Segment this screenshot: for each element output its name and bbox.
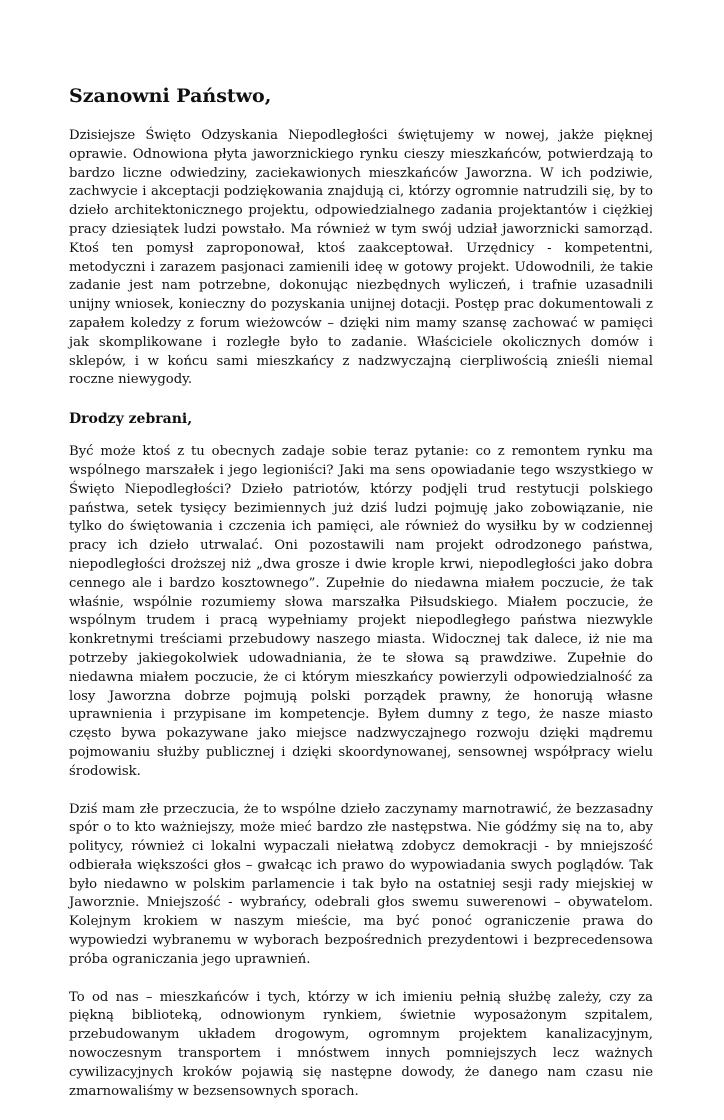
paragraph-2: Być może ktoś z tu obecnych zadaje sobie teraz pytanie: co z remontem rynku ma wspólnego marszałek i jego legioniści? Jaki ma sens opowiadanie tego wszystkiego w Święto Niepodległości? Dzieło patriotów, którzy podjęli trud restytucji polskiego państwa, setek tysięcy bezimiennych już dziś ludzi pojmuję jako zobowiązanie, nie tylko do świętowania i czczenia ich pamięci, ale również do wysiłku by w codziennej pracy ich dzieło utrwalać. Oni pozostawili nam projekt odrodzonego państwa, niepodległości droższej niż „dwa grosze i dwie krople krwi, niepodległości jako dobra cennego ale i bardzo kosztownego”. Zupełnie do niedawna miałem poczucie, że tak właśnie, wspólnie rozumiemy słowa marszałka Piłsudskiego. Miałem poczucie, że wspólnym trudem i pracą wypełniamy projekt niepodległego państwa niezwykle konkretnymi treściami przebudowy naszego miasta. Widocznej tak dalece, iż nie ma potrzeby jakiegokolwiek udowadniania, że te słowa są prawdziwe. Zupełnie do niedawna miałem poczucie, że ci którym mieszkańcy powierzyli odpowiedzialność za losy Jaworzna dobrze pojmują polski porządek prawny, że honorują własne uprawnienia i przypisane im kompetencje. Byłem dumny z tego, że nasze miasto często bywa pokazywane jako miejsce nadzwyczajnego rozwoju dzięki mądremu pojmowaniu służby publicznej i dzięki skoordynowanej, sensownej współpracy wielu środowisk. [69, 444, 653, 779]
document-body [69, 84, 653, 1120]
paragraph-1: Dzisiejsze Święto Odzyskania Niepodległości świętujemy w nowej, jakże pięknej oprawie. Odnowiona płyta jaworznickiego rynku cieszy mieszkańców, potwierdzają to bardzo liczne odwiedziny, zaciekawionych mieszkańców Jaworzna. W ich podziwie, zachwycie i akceptacji podziękowania znajdują ci, którzy ogromnie natrudzili się, by to dzieło architektonicznego projektu, odpowiedzialnego zadania projektantów i ciężkiej pracy dziesiątek ludzi powstało. Ma również w tym swój udział jaworznicki samorząd. Ktoś ten pomysł zaproponował, ktoś zaakceptował. Urzędnicy - kompetentni, metodyczni i zarazem pasjonaci zamienili ideę w gotowy projekt. Udowodnili, że takie zadanie jest nam potrzebne, dokonując niezbędnych wyliczeń, i trafnie uzasadnili unijny wniosek, konieczny do pozyskania unijnej dotacji. Postęp prac dokumentowali z zapałem koledzy z forum wieżowców – dzięki nim mamy szansę zachować w pamięci jak skomplikowane i rozległe było to zadanie. Właściciele okolicznych domów i sklepów, i w końcu sami mieszkańcy z nadzwyczajną cierpliwością znieśli niemal roczne niewygody. [69, 128, 653, 388]
subheading: Drodzy zebrani, [69, 411, 193, 428]
paragraph-3: Dziś mam złe przeczucia, że to wspólne dzieło zaczynamy marnotrawić, że bezzasadny spór o to kto ważniejszy, może mieć bardzo złe następstwa. Nie gódźmy się na to, aby politycy, również ci lokalni wypaczali niełatwą zdobycz demokracji - by mniejszość odbierała większości głos – gwałcąc ich prawo do wypowiadania swych poglądów. Tak było niedawno w polskim parlamencie i tak było na ostatniej sesji rady miejskiej w Jaworznie. Mniejszość - wybrańcy, odebrali głos swemu suwerenowi – obywatelom. Kolejnym krokiem w naszym mieście, ma być ponoć ograniczenie prawa do wypowiedzi wybranemu w wyborach bezpośrednich prezydentowi i bezprecedensowa próba ograniczania jego uprawnień. [69, 801, 653, 967]
salutation-heading: Szanowni Państwo, [69, 85, 272, 107]
paragraph-4: To od nas – mieszkańców i tych, którzy w ich imieniu pełnią służbę zależy, czy za piękną biblioteką, odnowionym rynkiem, świetnie wyposażonym szpitalem, przebudowanym układem drogowym, ogromnym projektem kanalizacyjnym, nowoczesnym transportem i mnóstwem innych pomniejszych lecz ważnych cywilizacyjnych kroków pojawią się następne dowody, że danego nam czasu nie zmarnowaliśmy w bezsensownych sporach. [69, 989, 653, 1099]
